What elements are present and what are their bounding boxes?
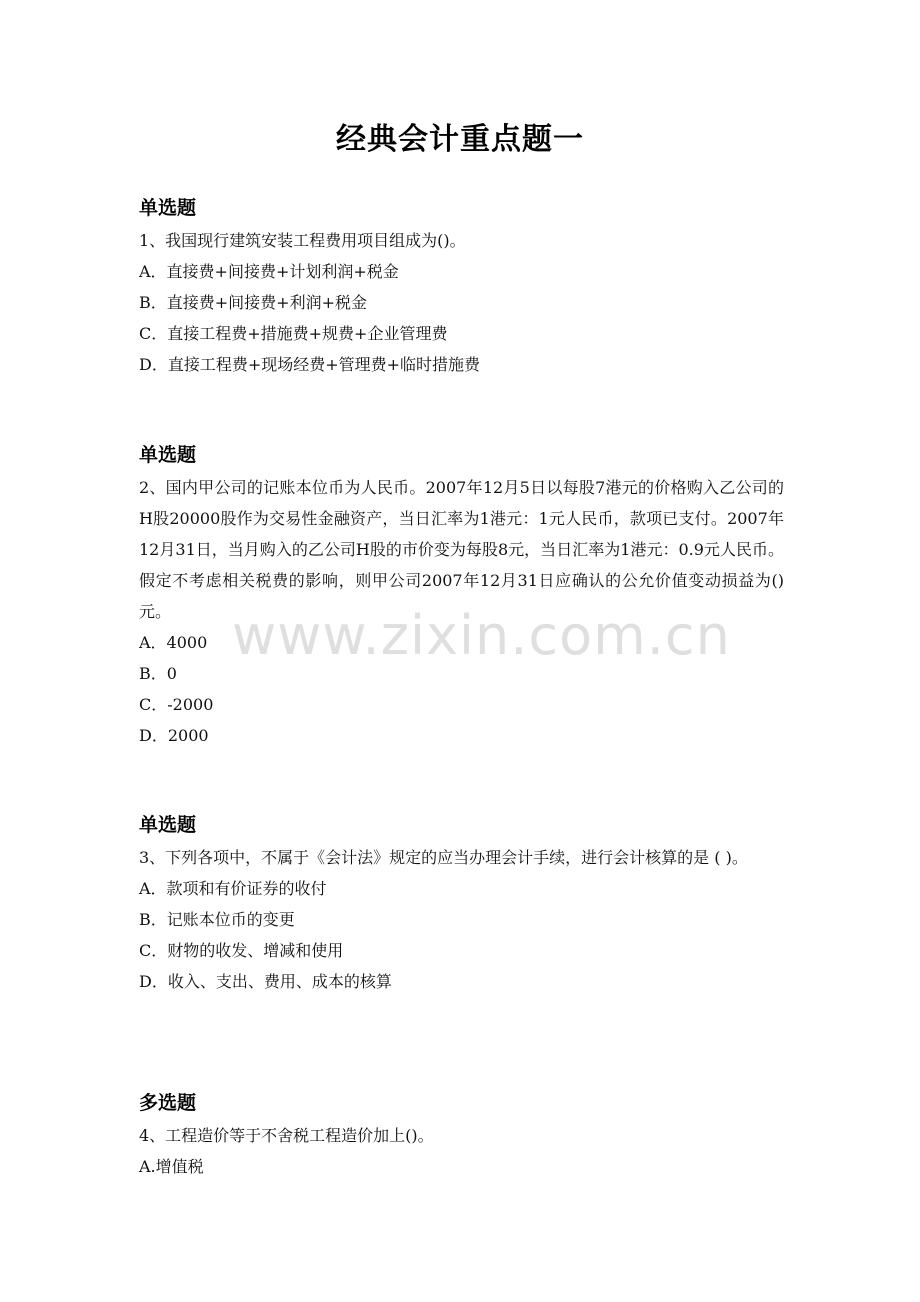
- option-d: D．收入、支出、费用、成本的核算: [139, 972, 392, 991]
- question-type: 单选题: [139, 444, 197, 466]
- option-d: D．直接工程费+现场经费+管理费+临时措施费: [139, 355, 481, 374]
- option-b: B．直接费+间接费+利润+税金: [139, 293, 367, 312]
- option-c: C．直接工程费+措施费+规费+企业管理费: [139, 324, 448, 343]
- question-4: [139, 1089, 784, 1182]
- question-stem: 3、下列各项中，不属于《会计法》规定的应当办理会计手续，进行会计核算的是 ( )。: [139, 848, 748, 867]
- option-b: B．记账本位币的变更: [139, 910, 295, 929]
- option-c: C．-2000: [139, 695, 214, 714]
- question-stem: 4、工程造价等于不舍税工程造价加上()。: [139, 1126, 434, 1145]
- question-1: [139, 194, 784, 380]
- option-a: A．4000: [139, 633, 208, 652]
- option-a: A.增值税: [139, 1157, 204, 1176]
- option-c: C．财物的收发、增减和使用: [139, 941, 344, 960]
- option-d: D．2000: [139, 726, 209, 745]
- option-a: A．款项和有价证券的收付: [139, 879, 327, 898]
- option-b: B．0: [139, 664, 177, 683]
- watermark: www.zixin.com.cn: [232, 604, 731, 667]
- question-type: 单选题: [139, 197, 197, 219]
- question-type: 多选题: [139, 1092, 197, 1114]
- document-title: 经典会计重点题一: [336, 122, 584, 157]
- question-type: 单选题: [139, 814, 197, 836]
- question-stem: 2、国内甲公司的记账本位币为人民币。2007年12月5日以每股7港元的价格购入乙公司的H股20000股作为交易性金融资产，当日汇率为1港元：1元人民币，款项已支付。2007年12月31日，当月购入的乙公司H股的市价变为每股8元，当日汇率为1港元：0.9元人民币。假定不考虑相关税费的影响，则甲公司2007年12月31日应确认的公允价值变动损益为()元。: [139, 478, 784, 621]
- question-3: [139, 811, 784, 997]
- question-stem: 1、我国现行建筑安装工程费用项目组成为()。: [139, 231, 466, 250]
- option-a: A．直接费+间接费+计划利润+税金: [139, 262, 399, 281]
- question-2: [139, 441, 784, 751]
